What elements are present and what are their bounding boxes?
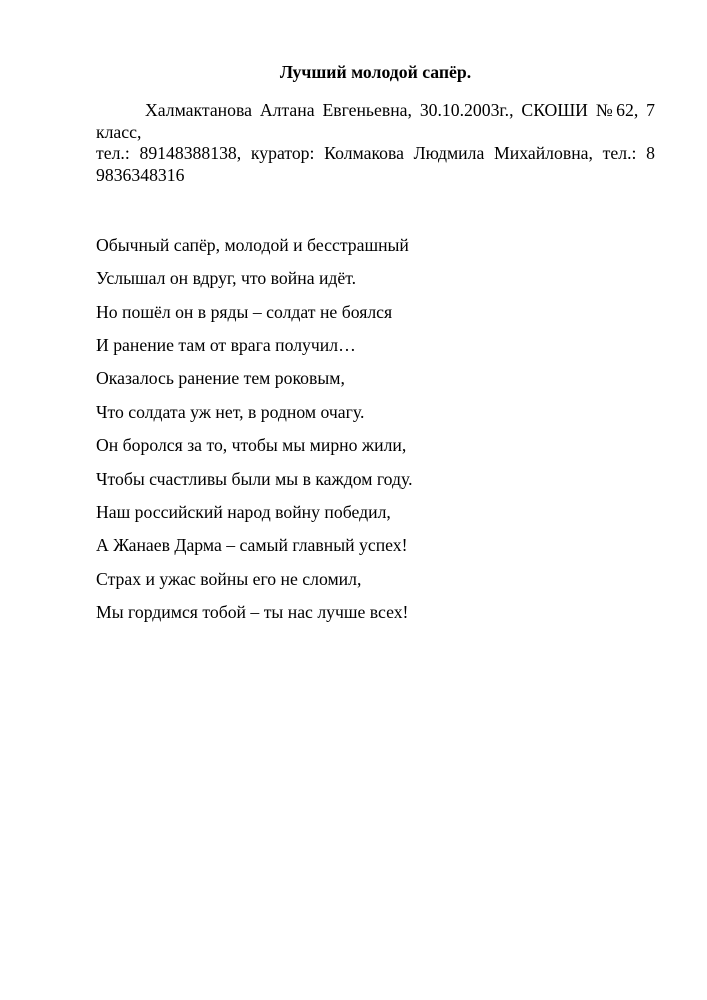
byline-line: Халмактанова Алтана Евгеньевна, 30.10.2003г., СКОШИ №62, 7 класс, bbox=[96, 100, 655, 142]
poem-line: А Жанаев Дарма – самый главный успех! bbox=[96, 535, 408, 556]
poem-line: Страх и ужас войны его не сломил, bbox=[96, 568, 362, 589]
poem-line: Чтобы счастливы были мы в каждом году. bbox=[96, 468, 413, 489]
poem-line: Наш российский народ войну победил, bbox=[96, 502, 391, 523]
poem-line: Обычный сапёр, молодой и бесстрашный bbox=[96, 234, 409, 255]
poem-line: Что солдата уж нет, в родном очагу. bbox=[96, 401, 365, 422]
byline-line: 9836348316 bbox=[96, 165, 185, 186]
poem-line: Мы гордимся тобой – ты нас лучше всех! bbox=[96, 602, 409, 623]
poem-line: И ранение там от врага получил… bbox=[96, 335, 356, 356]
byline-line: тел.: 89148388138, куратор: Колмакова Людмила Михайловна, тел.: 8 bbox=[96, 143, 655, 164]
document-body bbox=[96, 0, 655, 630]
poem bbox=[96, 229, 655, 630]
poem-line: Но пошёл он в ряды – солдат не боялся bbox=[96, 301, 393, 322]
poem-line: Он боролся за то, чтобы мы мирно жили, bbox=[96, 435, 407, 456]
byline-paragraph bbox=[96, 100, 655, 187]
document-title: Лучший молодой сапёр. bbox=[279, 62, 472, 82]
poem-line: Оказалось ранение тем роковым, bbox=[96, 368, 345, 389]
poem-line: Услышал он вдруг, что война идёт. bbox=[96, 268, 357, 289]
